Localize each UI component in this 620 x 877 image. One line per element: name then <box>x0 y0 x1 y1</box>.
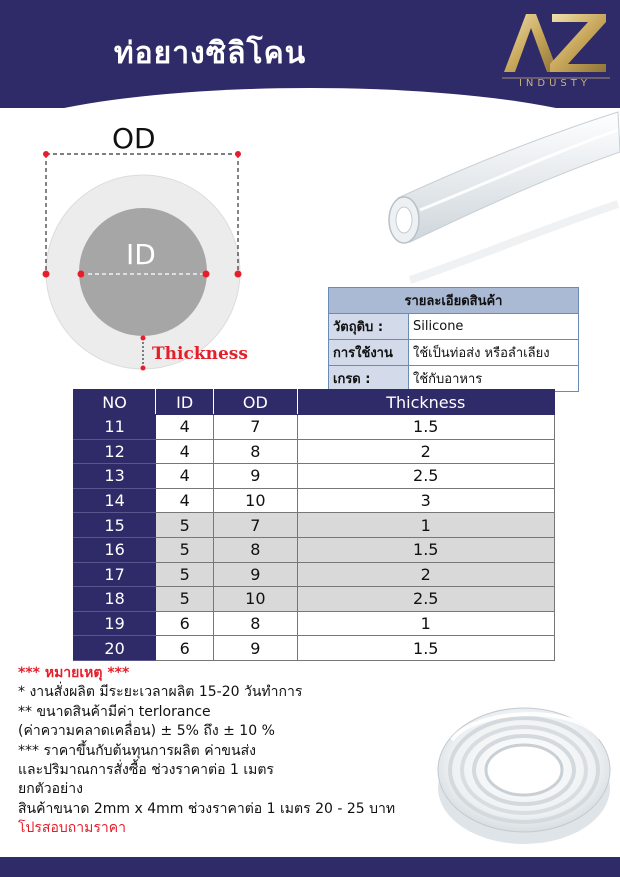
cell-id: 4 <box>156 464 214 489</box>
cell-id: 5 <box>156 587 214 612</box>
table-row <box>74 415 555 440</box>
notes-line: * งานสั่งผลิต มีระยะเวลาผลิต 15-20 วันทำการ <box>18 684 303 701</box>
cell-od: 8 <box>214 537 297 562</box>
od-label: OD <box>112 122 156 155</box>
cell-od: 10 <box>214 587 297 612</box>
details-row <box>329 314 579 340</box>
cell-id: 6 <box>156 611 214 636</box>
table-row <box>74 439 555 464</box>
cell-id: 5 <box>156 513 214 538</box>
details-header: รายละเอียดสินค้า <box>329 288 579 314</box>
cell-id: 5 <box>156 537 214 562</box>
details-key: เกรด : <box>329 366 409 392</box>
table-row <box>74 562 555 587</box>
table-row <box>74 464 555 489</box>
page-title: ท่อยางซิลิโคน <box>113 36 307 71</box>
cell-od: 8 <box>214 439 297 464</box>
product-details-table <box>328 287 579 392</box>
details-value: ใช้เป็นท่อส่ง หรือลำเลียง <box>409 340 579 366</box>
cell-thickness: 1 <box>297 513 554 538</box>
notes-heading: *** หมายเหตุ *** <box>18 665 130 681</box>
cell-thickness: 1.5 <box>297 537 554 562</box>
cell-id: 4 <box>156 415 214 440</box>
cell-od: 10 <box>214 488 297 513</box>
cell-id: 4 <box>156 439 214 464</box>
cell-od: 9 <box>214 464 297 489</box>
cell-id: 5 <box>156 562 214 587</box>
col-header-id: ID <box>156 390 214 415</box>
table-row <box>74 513 555 538</box>
col-header-no: NO <box>74 390 156 415</box>
details-key: การใช้งาน <box>329 340 409 366</box>
footer-bar <box>0 857 620 877</box>
table-row <box>74 636 555 661</box>
table-row <box>74 611 555 636</box>
cell-no: 15 <box>74 513 156 538</box>
size-table <box>73 389 555 661</box>
cell-no: 17 <box>74 562 156 587</box>
cell-thickness: 2 <box>297 562 554 587</box>
cell-thickness: 2.5 <box>297 464 554 489</box>
table-row <box>74 488 555 513</box>
cell-thickness: 2.5 <box>297 587 554 612</box>
tube-diagram <box>30 118 280 378</box>
cell-od: 9 <box>214 562 297 587</box>
cell-thickness: 1.5 <box>297 415 554 440</box>
cell-thickness: 1 <box>297 611 554 636</box>
cell-no: 13 <box>74 464 156 489</box>
notes-line: ยกตัวอย่าง <box>18 781 83 798</box>
cell-no: 14 <box>74 488 156 513</box>
table-row <box>74 587 555 612</box>
notes-line: และปริมาณการสั่งซื้อ ช่วงราคาต่อ 1 เมตร <box>18 762 274 779</box>
logo-subtitle: INDUSTY <box>518 78 591 89</box>
details-row <box>329 366 579 392</box>
cell-no: 19 <box>74 611 156 636</box>
cell-thickness: 1.5 <box>297 636 554 661</box>
notes-line: สินค้าขนาด 2mm x 4mm ช่วงราคาต่อ 1 เมตร 20 - 25 บาท <box>18 800 396 817</box>
cell-od: 7 <box>214 415 297 440</box>
details-key: วัตถุดิบ : <box>329 314 409 340</box>
tube-photo <box>380 110 620 290</box>
notes-line: *** ราคาขึ้นกับต้นทุนการผลิต ค่าขนส่ง <box>18 742 256 759</box>
cell-id: 6 <box>156 636 214 661</box>
col-header-thickness: Thickness <box>297 390 554 415</box>
table-row <box>74 537 555 562</box>
cell-od: 8 <box>214 611 297 636</box>
col-header-od: OD <box>214 390 297 415</box>
notes-line: (ค่าความคลาดเคลื่อน) ± 5% ถึง ± 10 % <box>18 723 275 740</box>
cell-no: 18 <box>74 587 156 612</box>
coil-photo <box>432 680 612 850</box>
cell-no: 11 <box>74 415 156 440</box>
notes-footer: โปรสอบถามราคา <box>18 820 126 837</box>
thickness-label: Thickness <box>152 344 248 364</box>
details-row <box>329 340 579 366</box>
notes-line: ** ขนาดสินค้ามีค่า terlorance <box>18 703 211 720</box>
cell-thickness: 2 <box>297 439 554 464</box>
details-value: ใช้กับอาหาร <box>409 366 579 392</box>
cell-od: 9 <box>214 636 297 661</box>
cell-no: 16 <box>74 537 156 562</box>
cell-no: 12 <box>74 439 156 464</box>
details-value: Silicone <box>409 314 579 340</box>
id-label: ID <box>126 238 156 271</box>
notes-section <box>18 664 448 839</box>
cell-no: 20 <box>74 636 156 661</box>
cell-od: 7 <box>214 513 297 538</box>
cell-id: 4 <box>156 488 214 513</box>
cell-thickness: 3 <box>297 488 554 513</box>
